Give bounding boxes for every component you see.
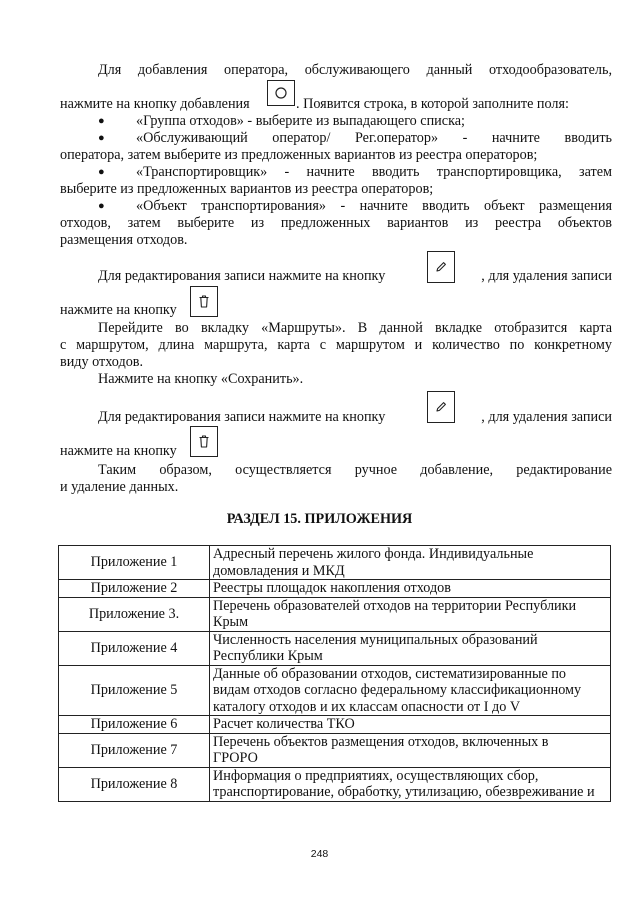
appendix-description-line: Адресный перечень жилого фонда. Индивидуальные	[213, 546, 534, 562]
trash-icon	[197, 294, 211, 309]
text-line: Для добавления оператора, обслуживающего данный отходообразователь,	[98, 62, 612, 78]
table-row	[59, 580, 611, 598]
delete-button[interactable]	[190, 426, 218, 457]
list-item: оператора, затем выберите из предложенных вариантов из реестра операторов;	[60, 147, 538, 163]
appendix-name-cell: Приложение 3.	[59, 597, 210, 631]
appendix-name-cell: Приложение 8	[59, 767, 210, 801]
appendix-description-line: Крым	[213, 614, 249, 630]
table-row	[59, 716, 611, 734]
list-item: «Обслуживающий оператор/ Рег.оператор» - начните вводить	[136, 130, 612, 146]
text-line: . Появится строка, в которой заполните поля:	[296, 96, 569, 112]
table-row	[59, 665, 611, 716]
text-line: виду отходов.	[60, 354, 144, 370]
appendix-description-line: Перечень объектов размещения отходов, включенных в	[213, 733, 549, 750]
appendix-description-cell	[210, 597, 611, 631]
circle-icon	[274, 86, 288, 100]
appendix-description-line: ГРОРО	[213, 750, 258, 766]
text-line: Для редактирования записи нажмите на кнопку	[98, 268, 386, 284]
appendix-description-cell	[210, 767, 611, 801]
appendix-description-line: Перечень образователей отходов на территории Республики	[213, 597, 577, 614]
appendix-description-line: Численность населения муниципальных образований	[213, 631, 538, 648]
text-line: нажмите на кнопку	[60, 302, 177, 318]
table-row	[59, 631, 611, 665]
text-line: нажмите на кнопку	[60, 443, 177, 459]
appendix-description-cell	[210, 580, 611, 598]
appendix-description-cell	[210, 631, 611, 665]
appendix-name-cell: Приложение 4	[59, 631, 210, 665]
appendix-description-cell	[210, 665, 611, 716]
text-line: Таким образом, осуществляется ручное добавление, редактирование	[98, 462, 612, 478]
appendix-description-cell	[210, 546, 611, 580]
text-line: Нажмите на кнопку «Сохранить».	[98, 371, 304, 387]
text-line: , для удаления записи	[481, 409, 612, 425]
appendix-description-line: каталогу отходов и их классам опасности от I до V	[213, 698, 521, 715]
appendix-description-line: Данные об образовании отходов, систематизированные по	[213, 665, 567, 682]
appendix-name-cell: Приложение 2	[59, 580, 210, 598]
page-number: 248	[310, 848, 329, 860]
appendix-name-cell: Приложение 5	[59, 665, 210, 716]
appendix-description-line: домовладения и МКД	[213, 562, 345, 579]
appendix-description-cell	[210, 716, 611, 734]
appendix-description-line: Республики Крым	[213, 648, 323, 664]
delete-button[interactable]	[190, 286, 218, 317]
text-line: Перейдите во вкладку «Маршруты». В данной вкладке отобразится карта	[98, 320, 612, 336]
list-item: «Транспортировщик» - начните вводить транспортировщика, затем	[136, 164, 612, 180]
text-line: , для удаления записи	[481, 268, 612, 284]
list-item: размещения отходов.	[60, 232, 188, 248]
appendix-name-cell: Приложение 7	[59, 733, 210, 767]
appendix-table	[58, 545, 611, 802]
list-item: выберите из предложенных вариантов из реестра операторов;	[60, 181, 434, 197]
edit-button[interactable]	[427, 391, 455, 423]
section-title: РАЗДЕЛ 15. ПРИЛОЖЕНИЯ	[226, 511, 413, 527]
appendix-description-cell	[210, 733, 611, 767]
appendix-description-line: Расчет количества ТКО	[213, 716, 355, 732]
text-line: с маршрутом, длина маршрута, карта с маршрутом и количество по конкретному	[60, 337, 612, 353]
bullet-icon: ●	[98, 115, 105, 127]
table-row	[59, 733, 611, 767]
table-row	[59, 546, 611, 580]
appendix-name-cell: Приложение 6	[59, 716, 210, 734]
pencil-icon	[434, 260, 448, 274]
text-line: Для редактирования записи нажмите на кнопку	[98, 409, 386, 425]
appendix-description-line: видам отходов согласно федеральному классификационному	[213, 682, 582, 698]
table-row	[59, 767, 611, 801]
pencil-icon	[434, 400, 448, 414]
appendix-description-line: Информация о предприятиях, осуществляющих сбор,	[213, 767, 539, 784]
trash-icon	[197, 434, 211, 449]
table-row	[59, 597, 611, 631]
appendix-description-line: транспортирование, обработку, утилизацию, обезвреживание и	[213, 784, 595, 800]
list-item: отходов, затем выберите из предложенных вариантов из реестра объектов	[60, 215, 612, 231]
list-item: «Группа отходов» - выберите из выпадающего списка;	[136, 113, 465, 129]
appendix-name-cell: Приложение 1	[59, 546, 210, 580]
bullet-icon: ●	[98, 166, 105, 178]
appendix-description-line: Реестры площадок накопления отходов	[213, 580, 451, 596]
edit-button[interactable]	[427, 251, 455, 283]
text-line: нажмите на кнопку добавления	[60, 96, 250, 112]
bullet-icon: ●	[98, 132, 105, 144]
bullet-icon: ●	[98, 200, 105, 212]
add-button[interactable]	[267, 80, 295, 106]
list-item: «Объект транспортирования» - начните вводить объект размещения	[136, 198, 612, 214]
text-line: и удаление данных.	[60, 479, 179, 495]
